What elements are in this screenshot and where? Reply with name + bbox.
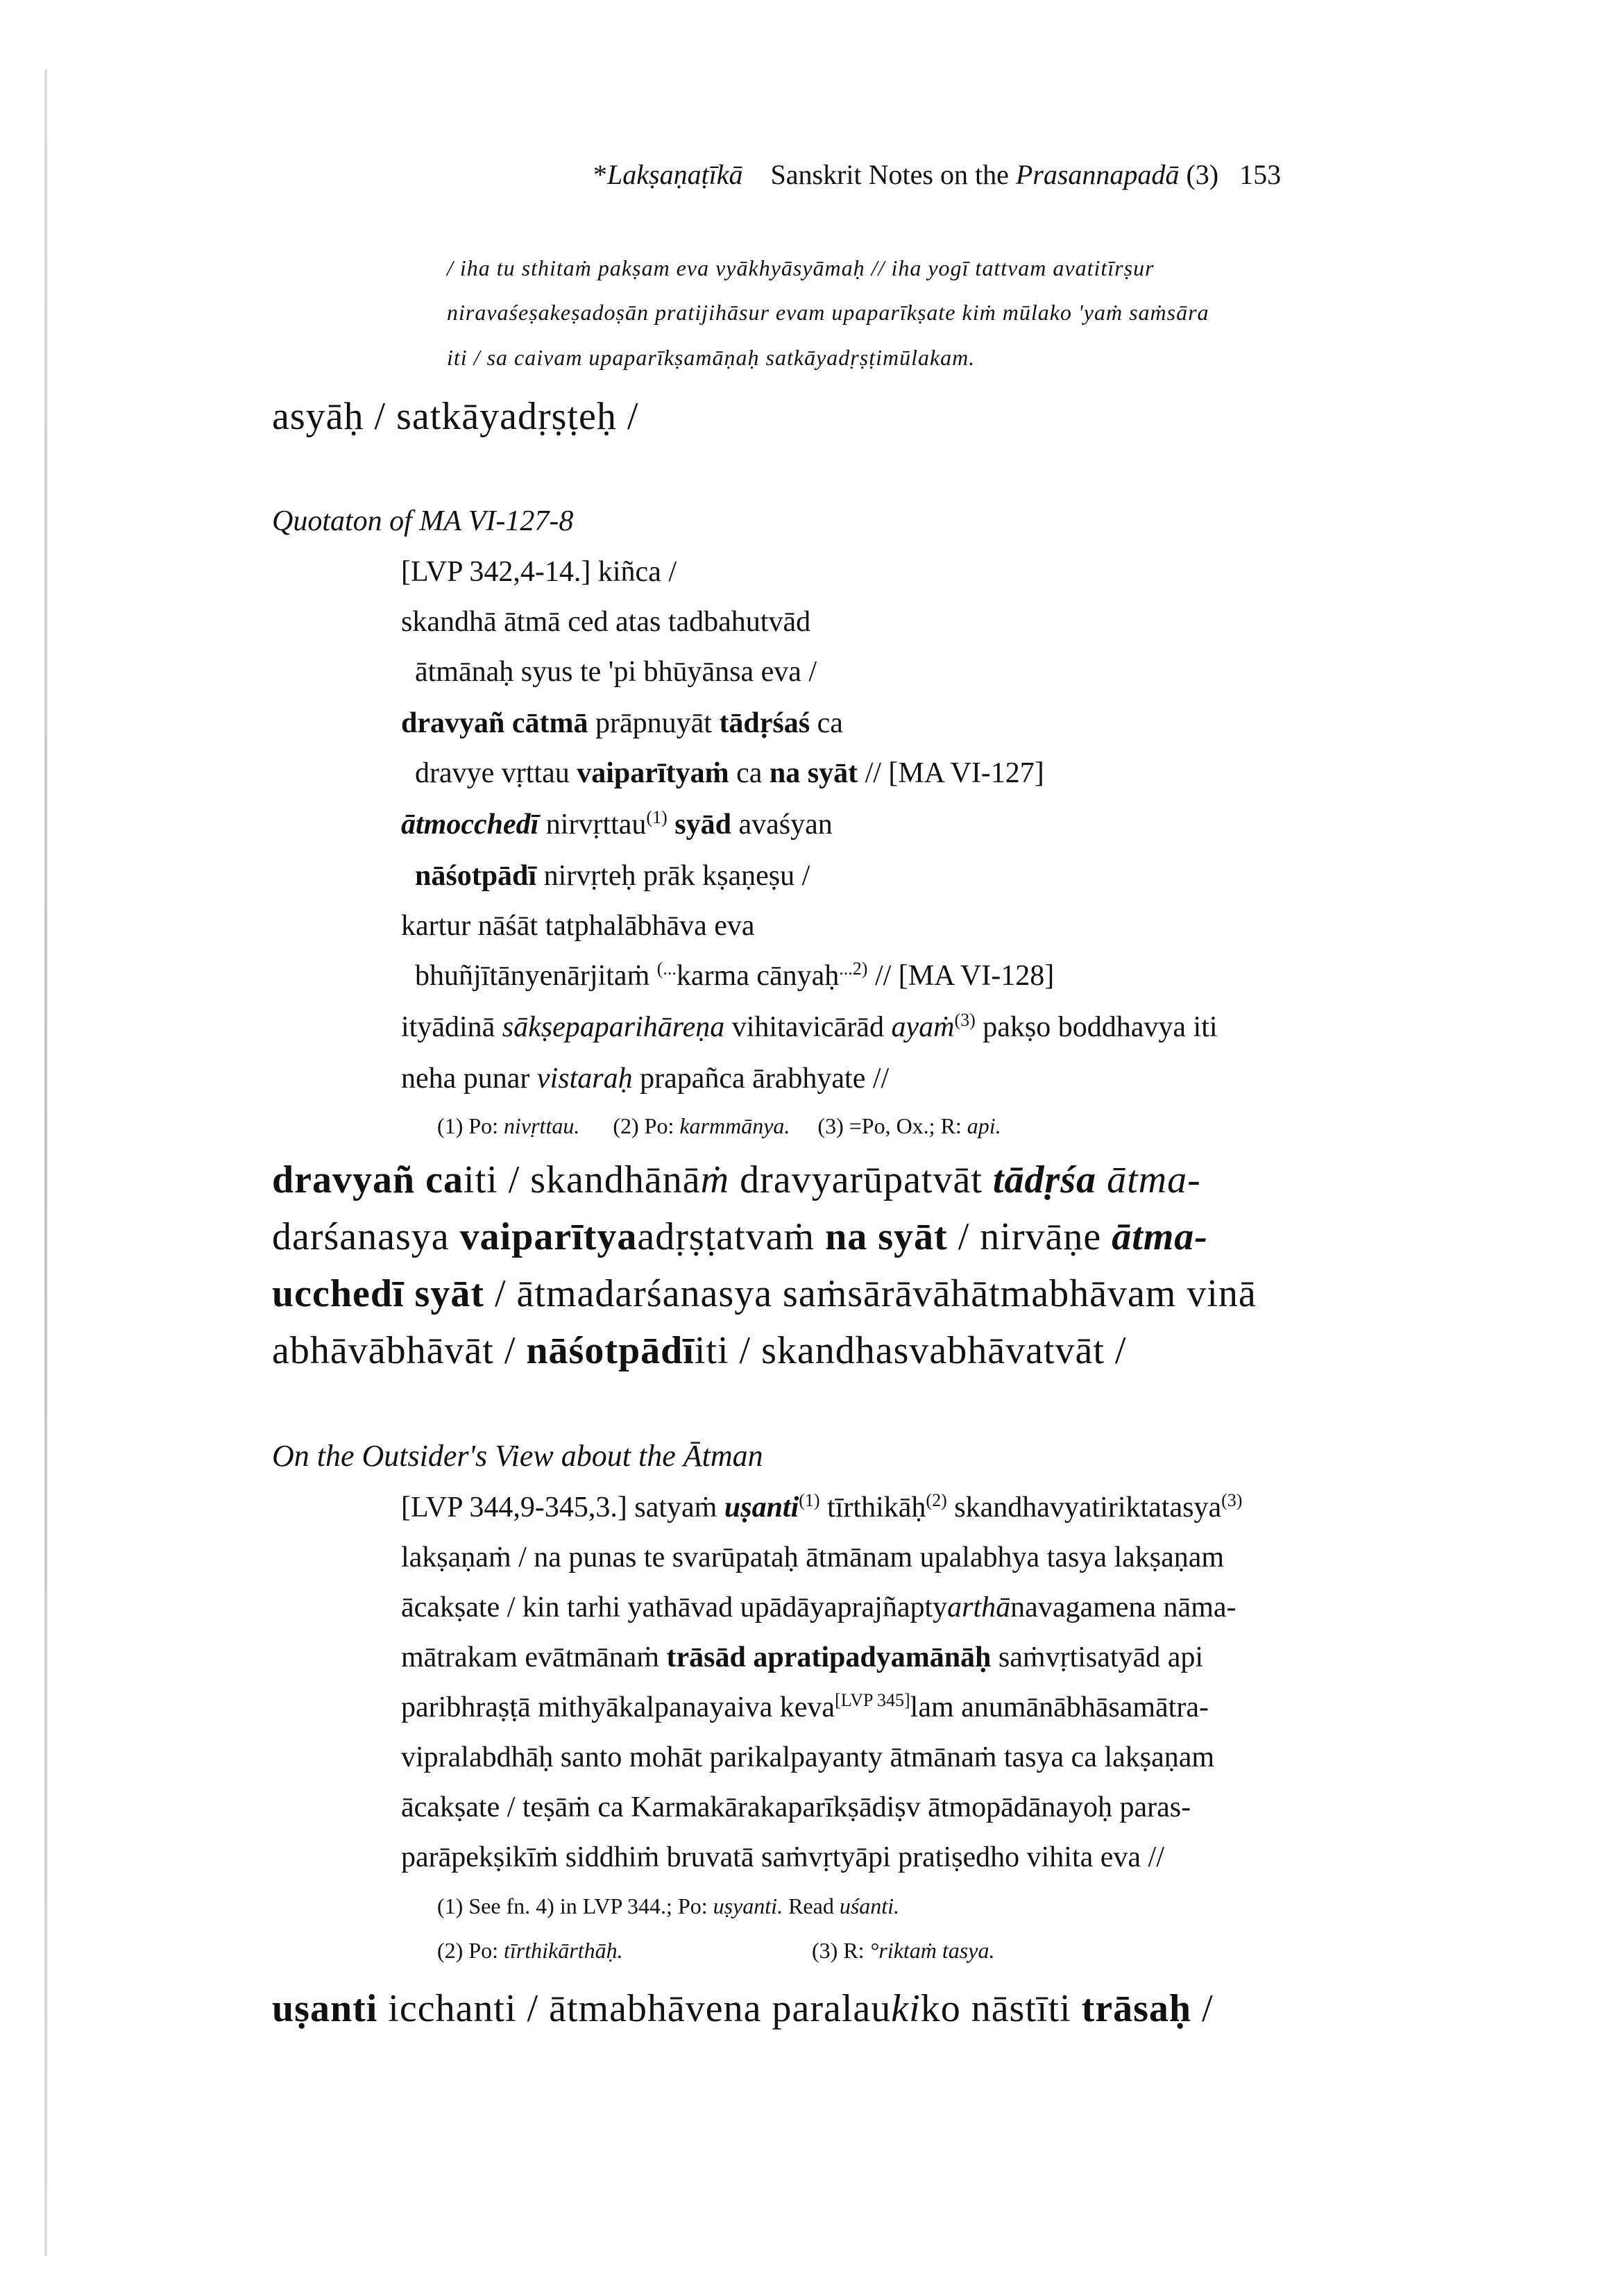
paragraph-line: vipralabdhāḥ santo mohāt parikalpayanty ātmānaṁ tasya ca lakṣaṇam xyxy=(401,1741,1215,1773)
reference-line: [LVP 342,4-14.] kiñca / xyxy=(401,556,677,588)
paragraph-line: mātrakam evātmānaṁ trāsād apratipadyamānāḥ saṁvṛtisatyād api xyxy=(401,1641,1204,1673)
section-heading: Quotaton of MA VI-127-8 xyxy=(272,505,574,537)
verse-line: dravye vṛttau vaiparītyaṁ ca na syāt // [MA VI-127] xyxy=(415,757,1044,789)
paragraph-line: [LVP 344,9-345,3.] satyaṁ uṣanti$^{(1)}$ tīrthikāḥ$^{(2)}$ skandhavyatiriktatasya$^{(3)}$ xyxy=(401,1490,1243,1523)
footnote-line: (1) Po: nivṛttau. (2) Po: karmmānya. (3) =Po, Ox.; R: api. xyxy=(437,1113,1001,1138)
section-heading: On the Outsider's View about the Ātman xyxy=(272,1439,763,1473)
gloss-line: uṣanti icchanti / ātmabhāvena paralaukiko nāstīti trāsaḥ / xyxy=(272,1987,1214,2030)
running-title-b: Prasannapadā xyxy=(1015,159,1180,190)
paragraph-line: parāpekṣikīṁ siddhiṁ bruvatā saṁvṛtyāpi pratiṣedho vihita eva // xyxy=(401,1841,1164,1873)
gloss-line: ucchedī syāt / ātmadarśanasya saṁsārāvāhātmabhāvam vinā xyxy=(272,1272,1257,1315)
journal-prefix: * xyxy=(593,159,607,190)
intro-quote-line: iti / sa caivam upaparīkṣamāṇaḥ satkāyadṛṣṭimūlakam. xyxy=(447,345,976,370)
gloss-line: abhāvābhāvāt / nāśotpādīiti / skandhasvabhāvatvāt / xyxy=(272,1329,1127,1372)
journal-title: Lakṣaṇaṭīkā xyxy=(607,159,743,190)
verse-line: nāśotpādī nirvṛteḥ prāk kṣaṇeṣu / xyxy=(415,860,810,892)
verse-line: dravyañ cātmā prāpnuyāt tādṛśaś ca xyxy=(401,707,843,739)
verse-line: neha punar vistaraḥ prapañca ārabhyate // xyxy=(401,1063,890,1095)
footnote-line: (3) R: °riktaṁ tasya. xyxy=(812,1938,995,1963)
paragraph-line: lakṣaṇaṁ / na punas te svarūpataḥ ātmānam upalabhya tasya lakṣaṇam xyxy=(401,1542,1225,1573)
verse-line: skandhā ātmā ced atas tadbahutvād xyxy=(401,606,811,638)
verse-line: bhuñjītānyenārjitaṁ (...karma cānyaḥ$^{...2)}$ // [MA VI-128] xyxy=(415,959,1055,992)
paragraph-line: ācakṣate / kin tarhi yathāvad upādāyaprajñaptyarthānavagamena nāma- xyxy=(401,1592,1237,1623)
gloss-line: asyāḥ / satkāyadṛṣṭeḥ / xyxy=(272,395,639,438)
running-header xyxy=(593,158,1281,191)
paragraph-line: paribhraṣṭā mithyākalpanayaiva keva[LVP 345]lam anumānābhāsamātra- xyxy=(401,1690,1209,1723)
intro-quote-line: niravaśeṣakeṣadoṣān pratijihāsur evam upaparīkṣate kiṁ mūlako 'yaṁ saṁsāra xyxy=(447,300,1209,325)
footnote-line: (2) Po: tīrthikārthāḥ. xyxy=(437,1938,623,1963)
running-title-c: (3) xyxy=(1186,159,1219,190)
paragraph-line: ācakṣate / teṣāṁ ca Karmakārakaparīkṣādiṣv ātmopādānayoḥ paras- xyxy=(401,1791,1191,1823)
gloss-line: darśanasya vaiparītyaadṛṣṭatvaṁ na syāt / nirvāṇe ātma- xyxy=(272,1215,1208,1258)
running-title-a: Sanskrit Notes on the xyxy=(770,159,1009,190)
verse-line: ātmānaḥ syus te 'pi bhūyānsa eva / xyxy=(415,656,817,688)
intro-quote-line: / iha tu sthitaṁ pakṣam eva vyākhyāsyāmaḥ // iha yogī tattvam avatitīrṣur xyxy=(447,255,1155,280)
footnote-line: (1) See fn. 4) in LVP 344.; Po: uṣyanti. Read uśanti. xyxy=(437,1893,900,1918)
verse-line: ityādinā sākṣepaparihāreṇa vihitavicārād ayaṁ$^{(3)}$ pakṣo boddhavya iti xyxy=(401,1010,1218,1043)
verse-line: kartur nāśāt tatphalābhāva eva xyxy=(401,910,755,942)
verse-line: ātmocchedī nirvṛttau$^{(1)}$ syād avaśyan xyxy=(401,807,833,841)
scan-edge-mark xyxy=(44,69,47,2256)
page-number: 153 xyxy=(1239,159,1282,190)
gloss-line: dravyañ caiti / skandhānāṁ dravyarūpatvāt tādṛśa ātma- xyxy=(272,1158,1201,1201)
